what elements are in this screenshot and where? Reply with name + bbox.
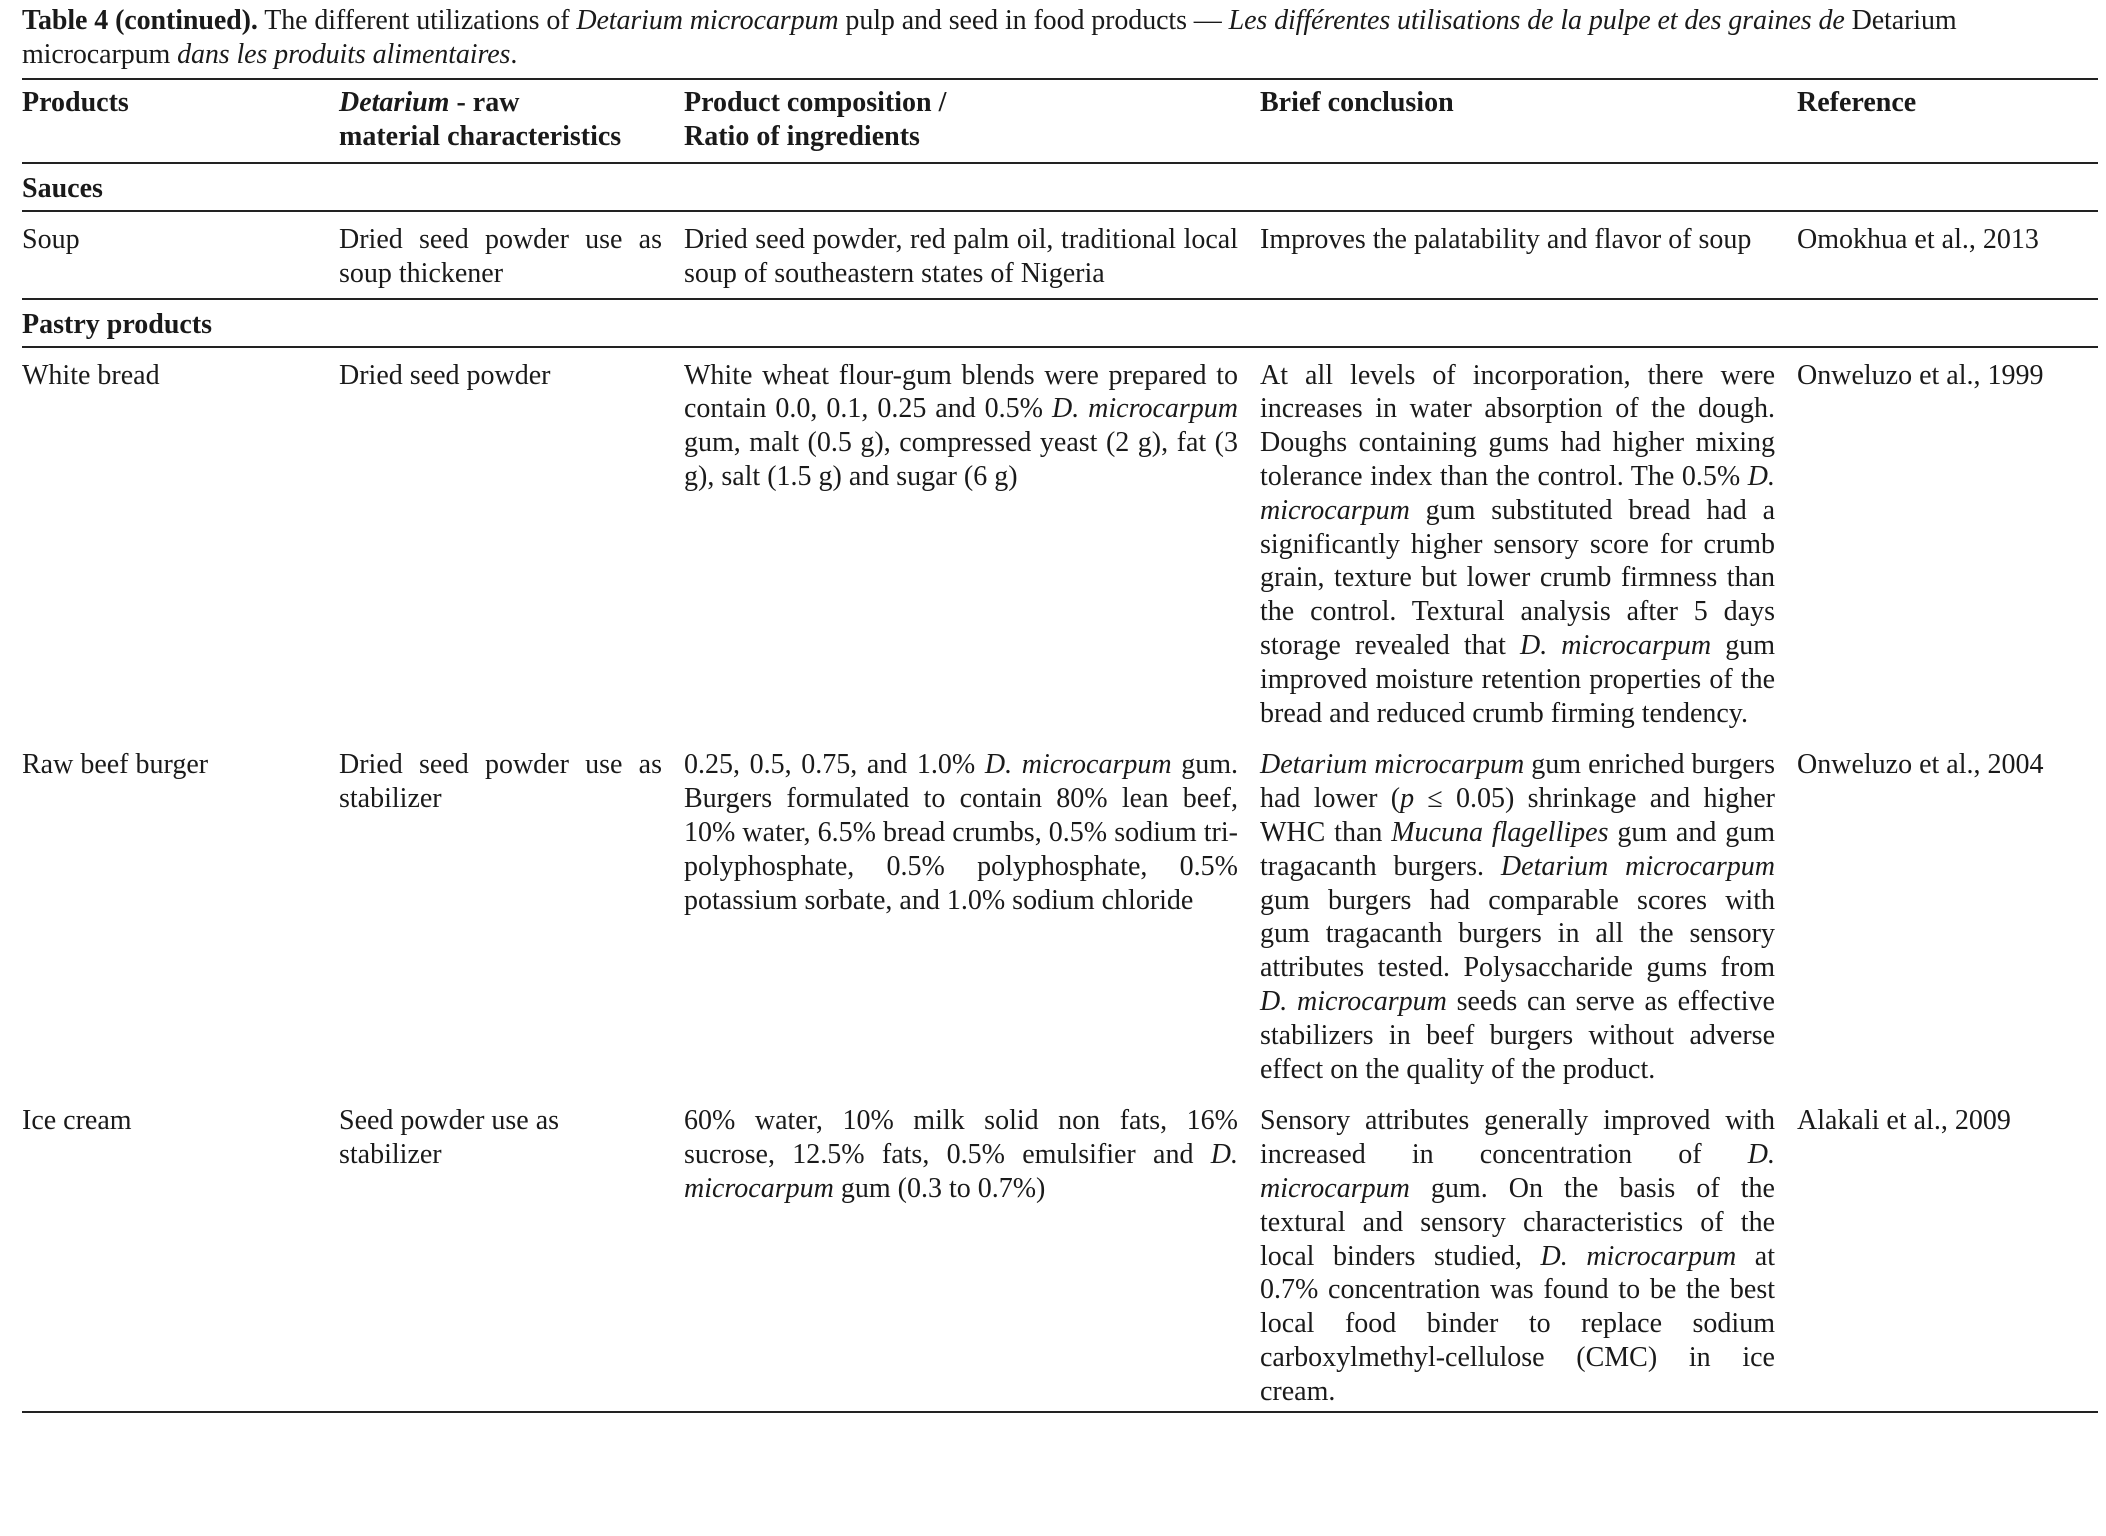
- section-row-pastry: [22, 299, 2098, 347]
- cell-composition: 0.25, 0.5, 0.75, and 1.0% D. microcarpum gum. Burgers formulated to contain 80% lean beef, 10% water, 6.5% bread crumbs, 0.5% sodium tri-polyphosphate, 0.5% polyphosphate, 0.5% potassium sorbate, and 1.0% sodium chloride: [684, 749, 1238, 916]
- cell-conclusion: Sensory attributes generally improved with increased in concentration of D. microcarpum gum. On the basis of the textural and sensory characteristics of the local binders studied, D. microcarpum at 0.7% concentration was found to be the best local food binder to replace sodium carboxylmethyl-cellulose (CMC) in ice cream.: [1260, 1093, 1797, 1411]
- cell-reference: Onweluzo et al., 1999: [1797, 359, 2044, 391]
- cell-composition: 60% water, 10% milk solid non fats, 16% sucrose, 12.5% fats, 0.5% emulsifier and D. microcarpum gum (0.3 to 0.7%): [684, 1093, 1260, 1411]
- caption-text: The different utilizations of: [257, 5, 577, 36]
- header-reference: Reference: [1797, 79, 2098, 163]
- cell-product: White bread: [22, 359, 160, 391]
- cell-composition: White wheat flour-gum blends were prepared to contain 0.0, 0.1, 0.25 and 0.5% D. microcarpum gum, malt (0.5 g), compressed yeast (2 g), fat (3 g), salt (1.5 g) and sugar (6 g): [684, 359, 1238, 492]
- table-row: [22, 347, 2098, 738]
- table-row: [22, 737, 2098, 1093]
- caption-french-italic: dans les produits alimentaires: [170, 39, 511, 70]
- data-table: [22, 78, 2098, 1413]
- header-conclusion: Brief conclusion: [1260, 79, 1797, 163]
- cell-reference: Omokhua et al., 2013: [1797, 211, 2098, 299]
- header-raw-material: Detarium - raw material characteristics: [339, 79, 684, 163]
- cell-raw-material: Seed powder use as stabilizer: [339, 1093, 684, 1411]
- cell-reference: Alakali et al., 2009: [1797, 1093, 2098, 1411]
- section-title: Sauces: [22, 163, 2098, 211]
- cell-product: Soup: [22, 211, 339, 299]
- cell-raw-material: Dried seed powder: [339, 359, 551, 391]
- table-row: [22, 211, 2098, 299]
- cell-conclusion: Improves the palatability and flavor of soup: [1260, 211, 1797, 299]
- caption-french-italic: Les différentes utilisations de la pulpe et des graines de: [1228, 5, 1852, 36]
- caption-species-italic: Detarium microcarpum: [576, 5, 839, 36]
- cell-reference: Onweluzo et al., 2004: [1797, 749, 2044, 781]
- table-caption-label: Table 4 (continued).: [22, 5, 258, 36]
- caption-species-roman: Detarium microcarpum: [22, 5, 1957, 70]
- table-header-row: [22, 79, 2098, 163]
- cell-conclusion: Detarium microcarpum gum enriched burgers had lower (p ≤ 0.05) shrinkage and higher WHC than Mucuna flagellipes gum and gum tragacanth burgers. Detarium microcarpum gum burgers had comparable scores with gum tragacanth burgers in all the sensory attributes tested. Polysaccharide gums from D. microcarpum seeds can serve as effective stabilizers in beef burgers without adverse effect on the quality of the product.: [1260, 749, 1776, 1085]
- table-caption: [22, 4, 2096, 72]
- cell-raw-material: Dried seed powder use as soup thickener: [339, 211, 684, 299]
- cell-product: Raw beef burger: [22, 749, 209, 781]
- header-products: Products: [22, 79, 339, 163]
- cell-raw-material: Dried seed powder use as stabilizer: [339, 749, 662, 815]
- section-title: Pastry products: [22, 299, 2098, 347]
- section-row-sauces: [22, 163, 2098, 211]
- table-row: [22, 1093, 2098, 1411]
- cell-conclusion: At all levels of incorporation, there were increases in water absorption of the dough. Doughs containing gums had higher mixing tolerance index than the control. The 0.5% D. microcarpum gum substituted bread had a significantly higher sensory score for crumb grain, texture but lower crumb firmness than the control. Textural analysis after 5 days storage revealed that D. microcarpum gum improved moisture retention properties of the bread and reduced crumb firming tendency.: [1260, 359, 1776, 729]
- caption-end: .: [510, 39, 518, 70]
- cell-composition: Dried seed powder, red palm oil, traditional local soup of southeastern states of Nigeria: [684, 211, 1260, 299]
- header-composition: Product composition / Ratio of ingredients: [684, 79, 1260, 163]
- cell-product: Ice cream: [22, 1093, 339, 1411]
- caption-text: pulp and seed in food products —: [838, 5, 1229, 36]
